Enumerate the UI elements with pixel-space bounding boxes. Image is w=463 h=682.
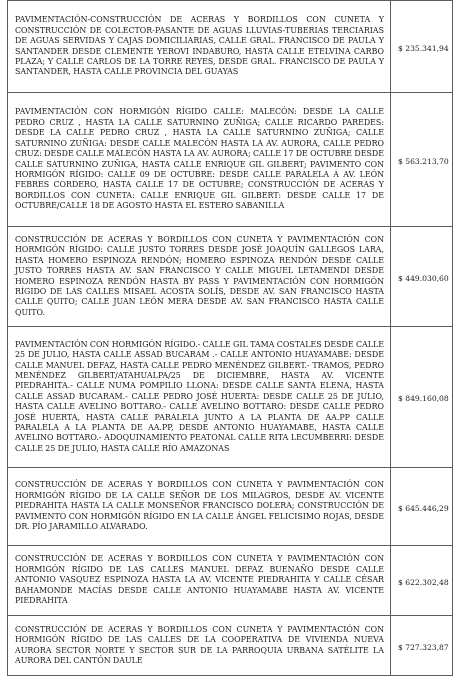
- description-cell: [8, 468, 391, 546]
- amount-cell: [391, 468, 453, 546]
- work-amount: $ 449.030,60: [398, 273, 449, 283]
- table-row: [8, 1, 453, 93]
- description-cell: [8, 93, 391, 227]
- description-cell: [8, 616, 391, 676]
- table-row: [8, 616, 453, 676]
- work-amount: $ 563.213,70: [398, 156, 449, 166]
- amount-cell: [391, 1, 453, 93]
- table-row: [8, 227, 453, 327]
- work-description: CONSTRUCCIÓN DE ACERAS Y BORDILLOS CON CUNETA Y PAVIMENTACIÓN CON HORMIGÓN RÍGIDO: CALLE JUSTO TORRES DESDE JOSÉ JOAQUÍN GALLEGOS LARA, HASTA HOMERO ESPINOZA RENDÓN; HOMERO ESPINOZA RENDÓN DESDE CALLE JUSTO TORRES HASTA AV. SAN FRANCISCO Y CALLE MIGUEL LETAMENDI DESDE HOMERO ESPINOZA RENDÓN HASTA BY PASS Y PAVIMENTACIÓN CON HORMIGÓN RÍGIDO DE LAS CALLES MISAEL ACOSTA SOLÍS, DESDE AV. SAN FRANCISCO HASTA CALLE QUITO; CALLE JUAN LEÓN MERA DESDE AV. SAN FRANCISCO HASTA CALLE QUITO.: [15, 234, 384, 317]
- description-cell: [8, 1, 391, 93]
- work-amount: $ 727.323,87: [398, 642, 449, 652]
- work-amount: $ 622.302,48: [398, 577, 449, 587]
- amount-cell: [391, 616, 453, 676]
- table-row: [8, 93, 453, 227]
- work-amount: $ 235.341,94: [398, 43, 449, 53]
- description-cell: [8, 327, 391, 468]
- work-description: CONSTRUCCIÓN DE ACERAS Y BORDILLOS CON CUNETA Y PAVIMENTACIÓN CON HORMIGÓN RÍGIDO DE LA CALLE SEÑOR DE LOS MILAGROS, DESDE AV. VICENTE PIEDRAHITA HASTA LA CALLE MONSEÑOR FRANCISCO DOLERA; CONSTRUCCIÓN DE PAVIMENTO CON HORMIGÓN RÍGIDO EN LA CALLE ÁNGEL FELICISIMO ROJAS, DESDE DR. PÍO JARAMILLO ALVARADO.: [15, 480, 384, 532]
- amount-cell: [391, 327, 453, 468]
- work-amount: $ 645.446,29: [398, 503, 449, 513]
- amount-cell: [391, 93, 453, 227]
- work-description: CONSTRUCCIÓN DE ACERAS Y BORDILLOS CON CUNETA Y PAVIMENTACIÓN CON HORMIGÓN RÍGIDO DE LAS CALLES MANUEL DEFAZ BUENAÑO DESDE CALLE ANTONIO VASQUEZ ESPINOZA HASTA LA AV. VICENTE PIEDRAHITA Y CALLE CÉSAR BAHAMONDE MACÍAS DESDE CALLE ANTONIO HUAYAMABE HASTA AV. VICENTE PIEDRAHITA: [15, 554, 384, 606]
- table-row: [8, 468, 453, 546]
- work-description: PAVIMENTACIÓN CON HORMIGÓN RÍGIDO CALLE: MALECÓN: DESDE LA CALLE PEDRO CRUZ , HASTA LA CALLE SATURNINO ZUÑIGA; CALLE RICARDO PAREDES: DESDE LA CALLE PEDRO CRUZ , HASTA LA CALLE SATURNINO ZUÑIGA; CALLE SATURNINO ZUÑIGA: DESDE CALLE MALECÓN HASTA LA AV. AURORA, CALLE PEDRO CRUZ: DESDE CALLE MALECÓN HASTA LA AV. AURORA; CALLE 17 DE OCTUBRE DESDE CALLE SATURNINO ZUÑIGA, HASTA CALLE ENRIQUE GIL GILBERT; PAVIMENTO CON HORMIGÓN RÍGIDO: CALLE 09 DE OCTUBRE: DESDE CALLE PARALELA A AV. LEÓN FEBRES CORDERO, HASTA CALLE 17 DE OCTUBRE; CONSTRUCCIÓN DE ACERAS Y BORDILLOS CON CUNETA: CALLE ENRIQUE GIL GILBERT: DESDE CALLE 17 DE OCTUBRE/CALLE 18 DE AGOSTO HASTA EL ESTERO SABANILLA: [15, 107, 384, 211]
- amount-cell: [391, 227, 453, 327]
- description-cell: [8, 546, 391, 616]
- works-table: [7, 0, 453, 676]
- amount-cell: [391, 546, 453, 616]
- table-row: [8, 546, 453, 616]
- work-amount: $ 849.160,08: [398, 394, 449, 403]
- table-row: [8, 327, 453, 468]
- work-description: PAVIMENTACIÓN-CONSTRUCCIÓN DE ACERAS Y BORDILLOS CON CUNETA Y CONSTRUCCIÓN DE COLECTOR-PASANTE DE AGUAS LLUVIAS-TUBERIAS TERCIARIAS DE AGUAS SERVIDAS Y CAJAS DOMICILIARIAS, CALLE GRAL. FRANCISCO DE PAULA Y SANTANDER DESDE CLEMENTE YEROVI INDABURO, HASTA CALLE ETELVINA CARBO PLAZA; Y CALLE CARLOS DE LA TORRE REYES, DESDE GRAL. FRANCISCO DE PAULA Y SANTANDER, HASTA CALLE PROVINCIA DEL GUAYAS: [15, 15, 384, 77]
- work-description: CONSTRUCCIÓN DE ACERAS Y BORDILLOS CON CUNETA Y PAVIMENTACIÓN CON HORMIGÓN RÍGIDO DE LAS CALLES DE LA COOPERATIVA DE VIVIENDA NUEVA AURORA SECTOR NORTE Y SECTOR SUR DE LA PARROQUIA URBANA SATÉLITE LA AURORA DEL CANTÓN DAULE: [15, 624, 384, 665]
- work-description: PAVIMENTACIÓN CON HORMIGÓN RÍGIDO.- CALLE GIL TAMA COSTALES DESDE CALLE 25 DE JULIO, HASTA CALLE ASSAD BUCARAM .- CALLE ANTONIO HUAYAMABE: DESDE CALLE MANUEL DEFAZ, HASTA CALLE PEDRO MENÉNDEZ GILBERT.- TRAMOS, PEDRO MENÉNDEZ GILBERT/ATAHUALPA/25 DE DICIEMBRE, HASTA AV. VICENTE PIEDRAHITA.- CALLE NUMA POMPILIO LLONA: DESDE CALLE SANTA ELENA, HASTA CALLE ASSAD BUCARAM.- CALLE PEDRO JOSÉ HUERTA: DESDE CALLE 25 DE JULIO, HASTA CALLE AVELINO BOTTARO.- CALLE AVELINO BOTTARO: DESDE CALLE PEDRO JOSÉ HUERTA, HASTA CALLE PARALELA JUNTO A LA PLANTA DE AA.PP CALLE PARALELA A LA PLANTA DE AA.PP, DESDE ANTONIO HUAYAMABE, HASTA CALLE AVELINO BOTTARO.- ADOQUINAMIENTO PEATONAL CALLE RITA LECUMBERRI: DESDE CALLE 25 DE JULIO, HASTA CALLE RÍO AMAZONAS: [15, 339, 384, 453]
- description-cell: [8, 227, 391, 327]
